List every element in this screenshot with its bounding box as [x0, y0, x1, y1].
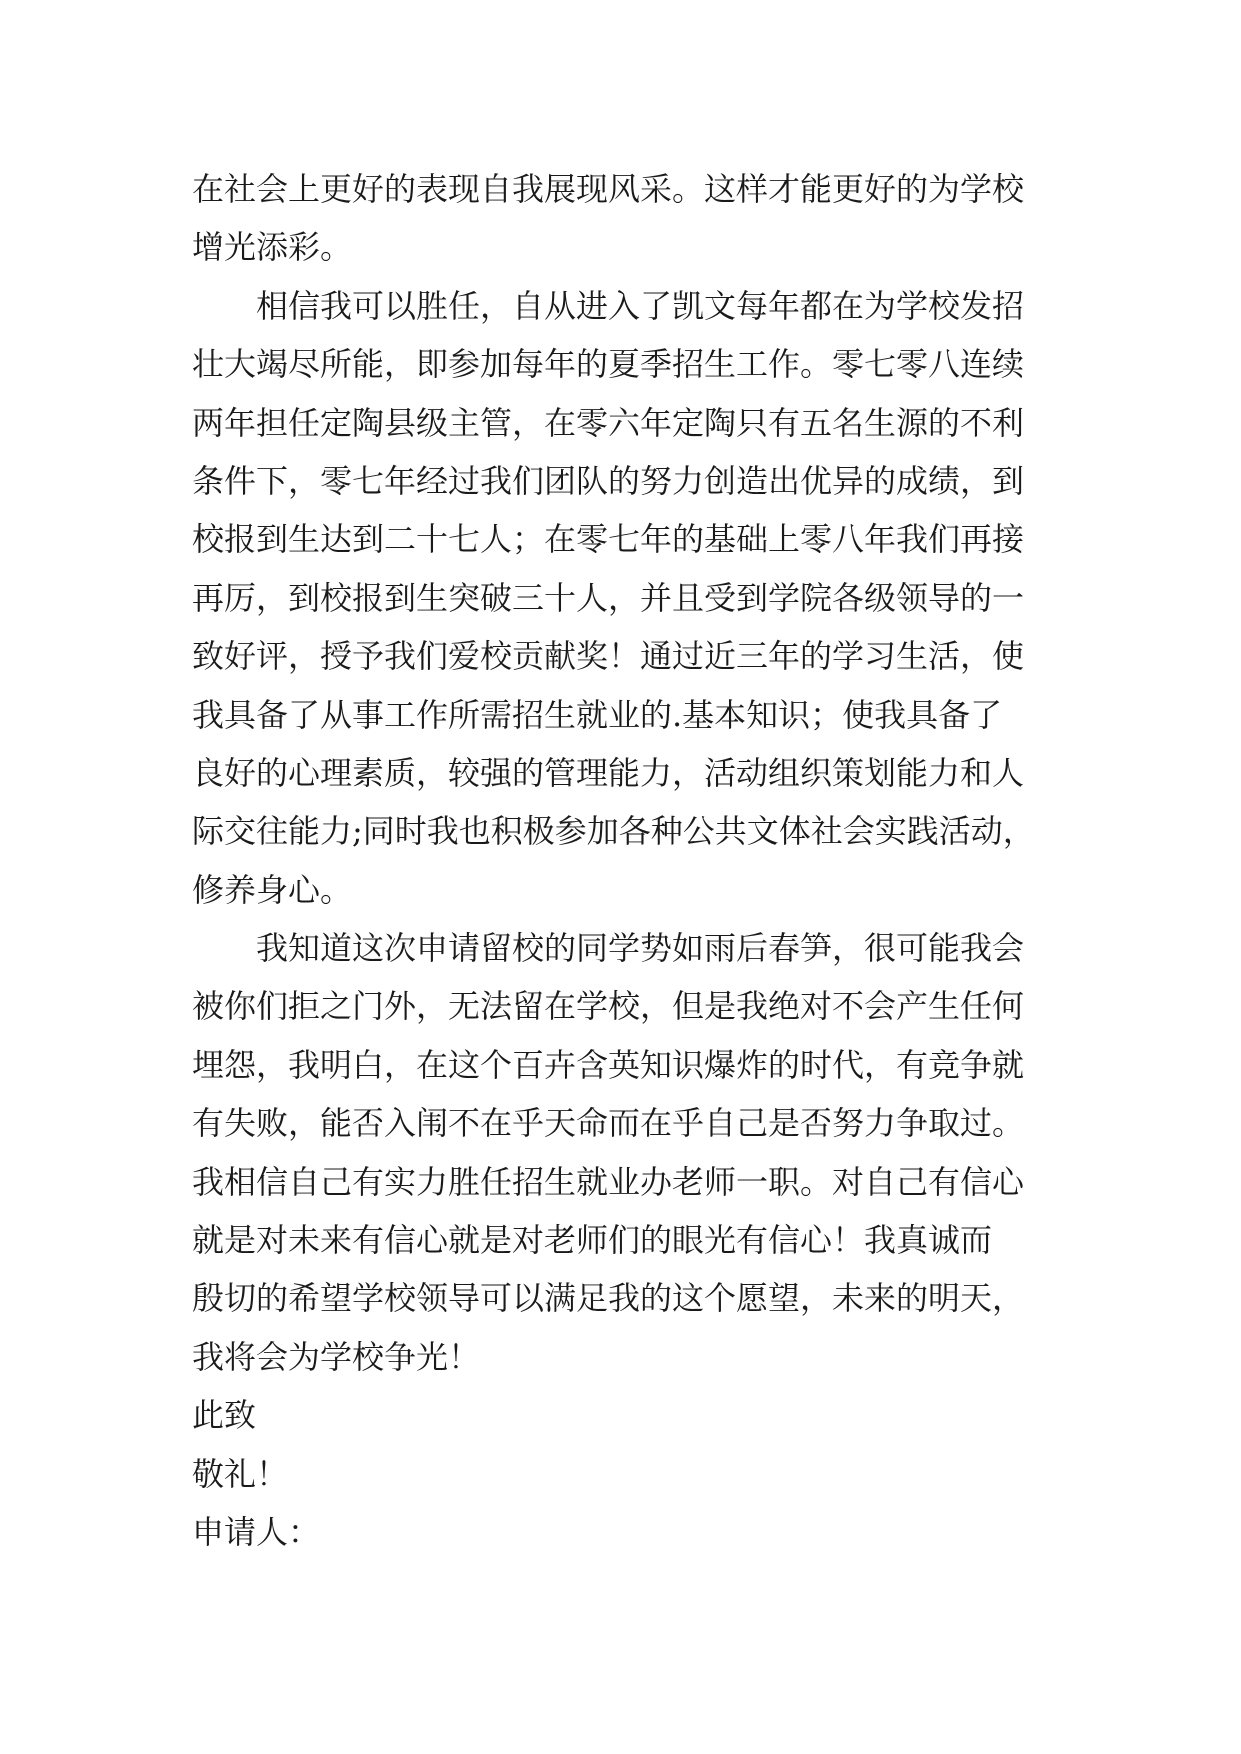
letter-body [192, 160, 1072, 1561]
text-line: 两年担任定陶县级主管，在零六年定陶只有五名生源的不利 [192, 403, 1025, 442]
text-line: 修养身心。 [192, 870, 353, 909]
text-line: 壮大竭尽所能，即参加每年的夏季招生工作。零七零八连续 [192, 345, 1025, 384]
text-line: 埋怨，我明白，在这个百卉含英知识爆炸的时代，有竞争就 [192, 1045, 1025, 1084]
text-line: 我相信自己有实力胜任招生就业办老师一职。对自己有信心 [192, 1162, 1025, 1201]
closing-regards: 敬礼！ [192, 1454, 289, 1493]
text-line: 致好评，授予我们爱校贡献奖！通过近三年的学习生活，使 [192, 637, 1025, 676]
text-line: 条件下，零七年经过我们团队的努力创造出优异的成绩，到 [192, 461, 1025, 500]
text-line: 有失败，能否入闱不在乎天命而在乎自己是否努力争取过。 [192, 1104, 1025, 1143]
paragraph-first-line: 相信我可以胜任，自从进入了凯文每年都在为学校发招 [256, 286, 1025, 325]
paragraph-first-line: 我知道这次申请留校的同学势如雨后春笋，很可能我会 [256, 929, 1025, 968]
closing-salutation: 此致 [192, 1396, 257, 1435]
text-line: 我将会为学校争光！ [192, 1337, 481, 1376]
text-line: 我具备了从事工作所需招生就业的.基本知识；使我具备了 [192, 695, 1003, 734]
applicant-signature-label: 申请人： [192, 1512, 321, 1551]
text-line: 校报到生达到二十七人；在零七年的基础上零八年我们再接 [192, 520, 1025, 559]
text-line: 就是对未来有信心就是对老师们的眼光有信心！我真诚而 [192, 1221, 993, 1260]
text-line: 殷切的希望学校领导可以满足我的这个愿望，未来的明天， [192, 1279, 1025, 1318]
text-line: 被你们拒之门外，无法留在学校，但是我绝对不会产生任何 [192, 987, 1025, 1026]
text-line: 际交往能力;同时我也积极参加各种公共文体社会实践活动， [192, 812, 1035, 851]
text-line: 良好的心理素质，较强的管理能力，活动组织策划能力和人 [192, 753, 1025, 792]
text-line: 再厉，到校报到生突破三十人，并且受到学院各级领导的一 [192, 578, 1025, 617]
text-line: 增光添彩。 [192, 228, 353, 267]
text-line: 在社会上更好的表现自我展现风采。这样才能更好的为学校 [192, 170, 1025, 208]
